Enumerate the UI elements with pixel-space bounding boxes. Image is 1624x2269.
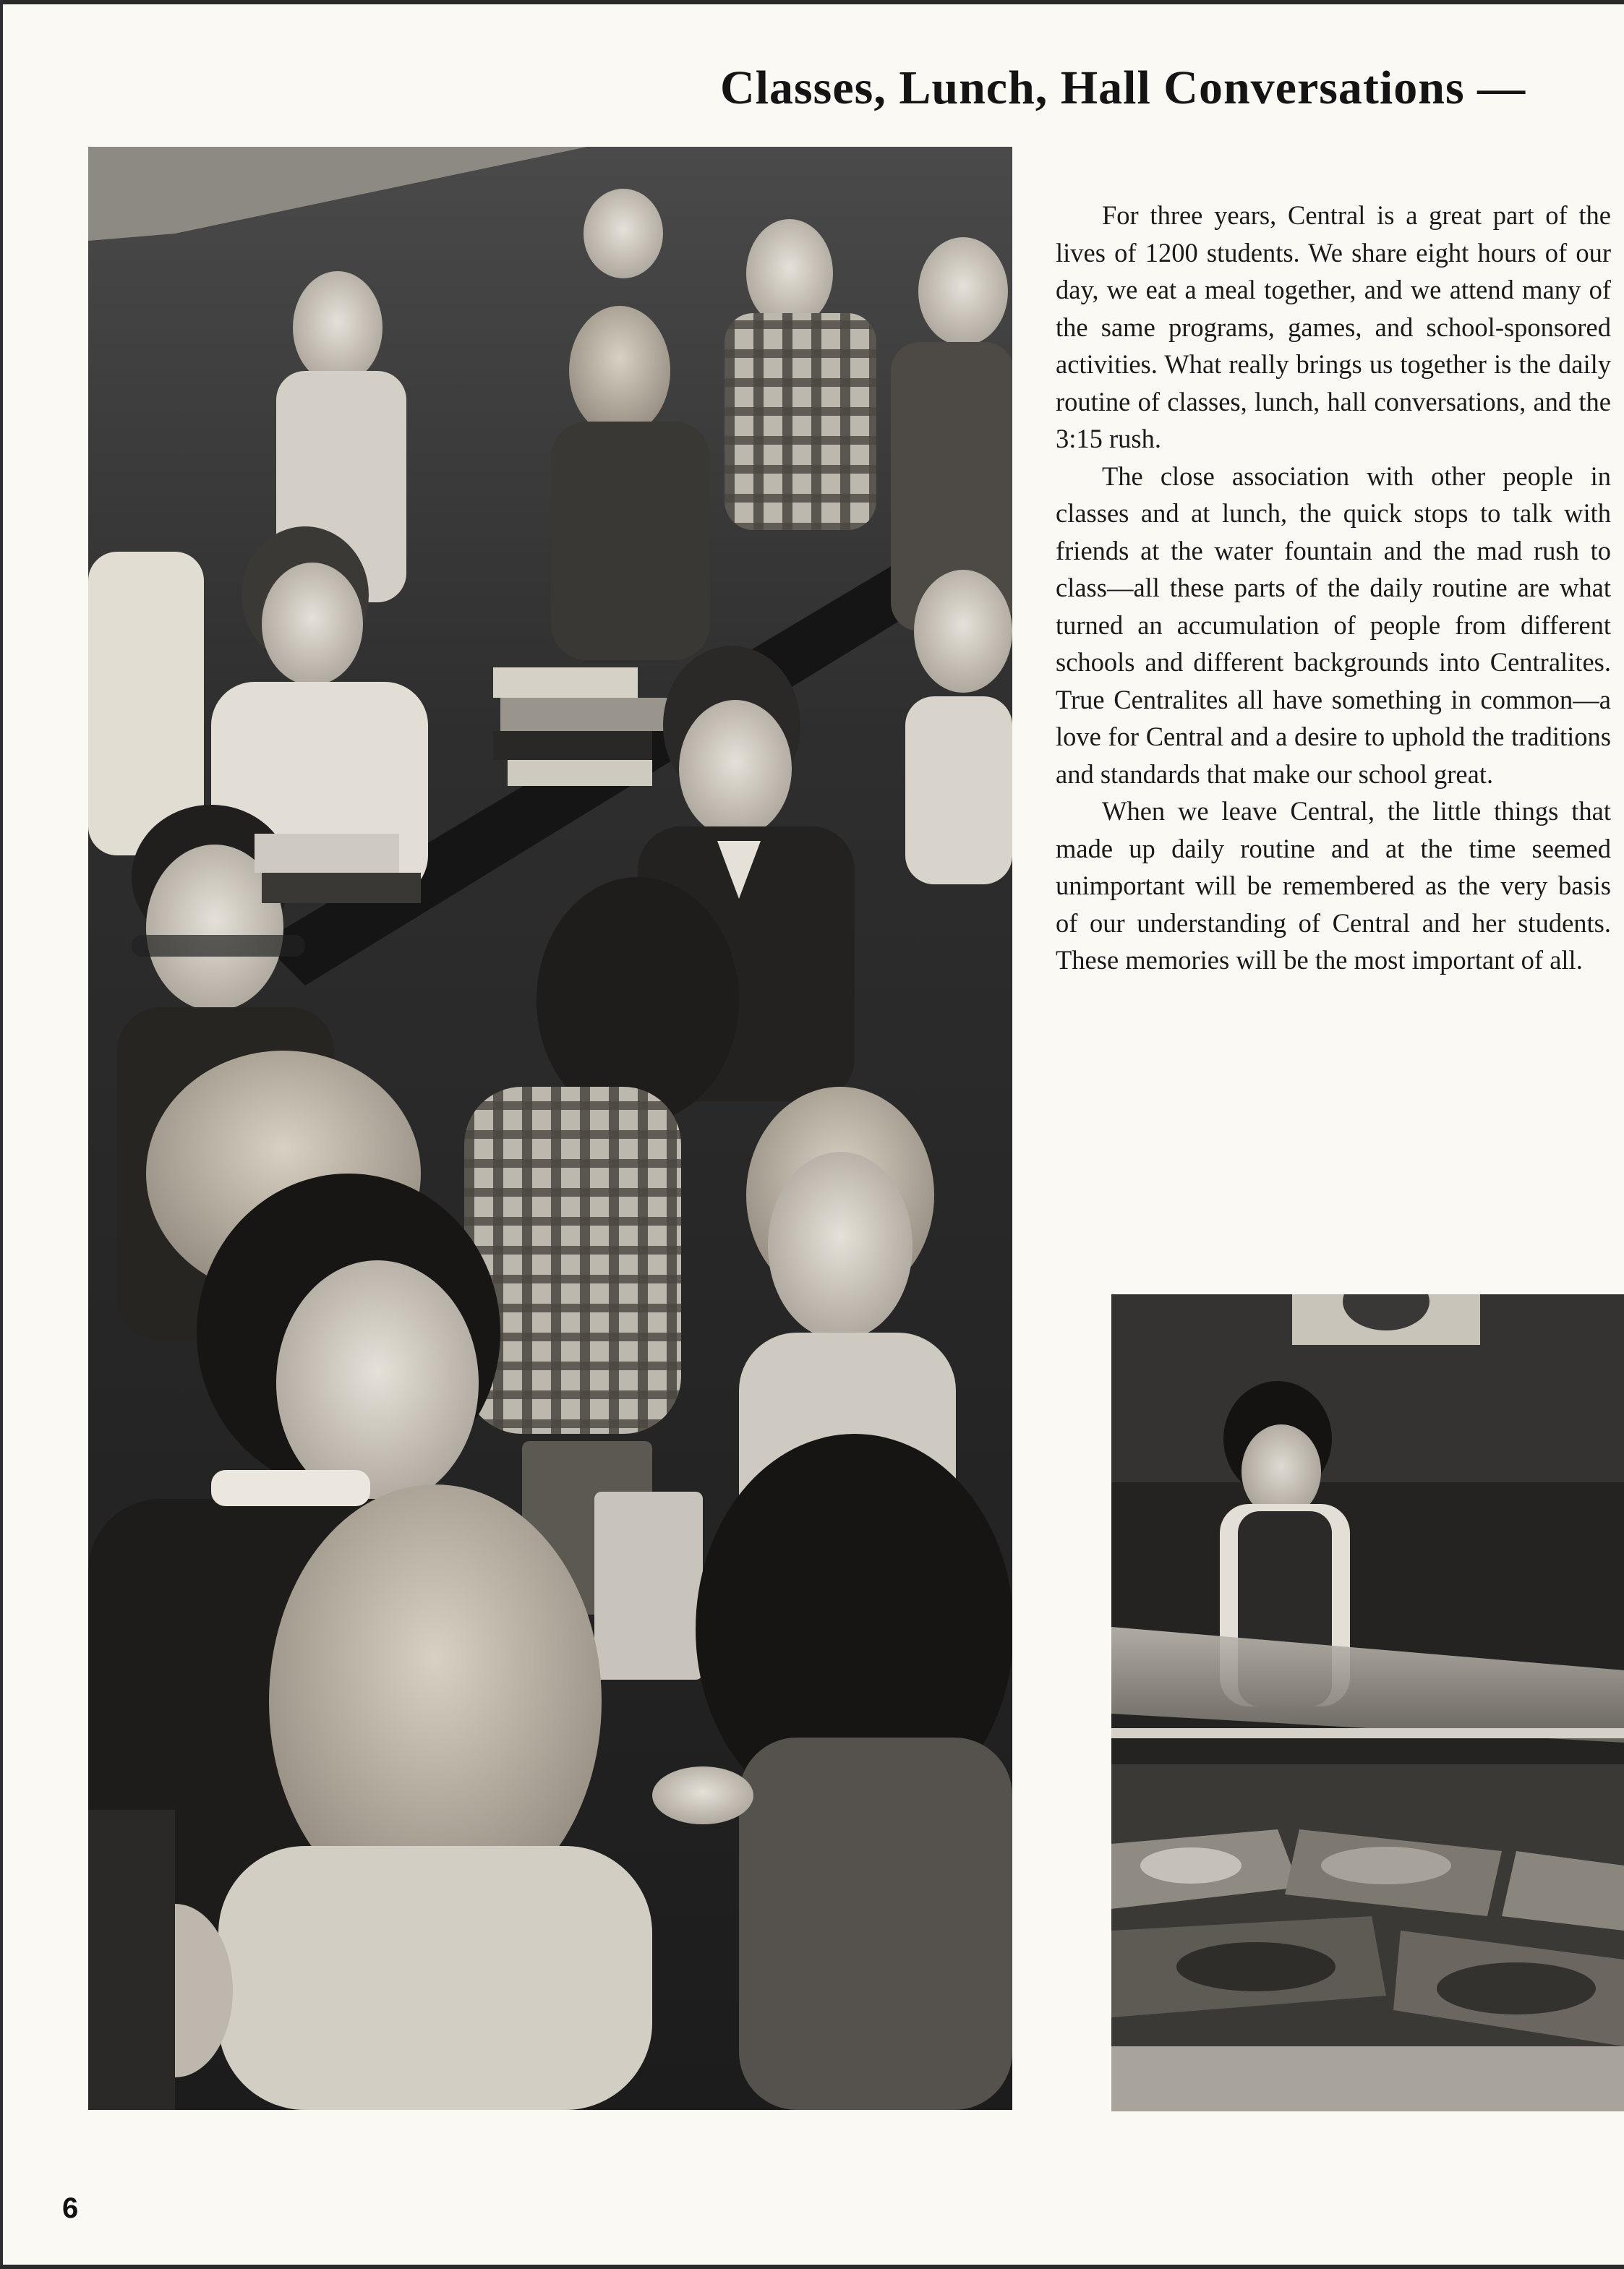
page-edge-bottom bbox=[0, 2265, 1624, 2269]
hallway-crowd-illustration bbox=[88, 147, 1012, 2110]
page-headline: Classes, Lunch, Hall Conversations — bbox=[720, 61, 1526, 114]
cafeteria-serving-line-photo bbox=[1111, 1294, 1624, 2111]
article-paragraph-3: When we leave Central, the little things that made up daily routine and at the time seemed unimportant will be remembered as the very basis of our understanding of Central and her students. These memories will be the most important of all. bbox=[1056, 796, 1611, 975]
page-number: 6 bbox=[62, 2192, 79, 2224]
article-paragraph-1: For three years, Central is a great part of the lives of 1200 students. We share eight hours of our day, we eat a meal together, and we attend many of the same programs, games, and school-sponsored activities. What really brings us together is the daily routine of classes, lunch, hall conversations, and the 3:15 rush. bbox=[1056, 200, 1611, 453]
article-paragraph-2: The close association with other people in classes and at lunch, the quick stops to talk with friends at the water fountain and the mad rush to class—all these parts of the daily routine are what turned an accumulation of people from different schools and different backgrounds into Centralites. True Centralites all have something in common—a love for Central and a desire to uphold the traditions and standards that make our school great. bbox=[1056, 461, 1611, 789]
cafeteria-illustration bbox=[1111, 1294, 1624, 2111]
page-edge-left bbox=[0, 0, 3, 2269]
hallway-crowd-photo bbox=[88, 147, 1012, 2110]
article-body bbox=[1056, 197, 1611, 979]
page-edge-top bbox=[0, 0, 1624, 4]
